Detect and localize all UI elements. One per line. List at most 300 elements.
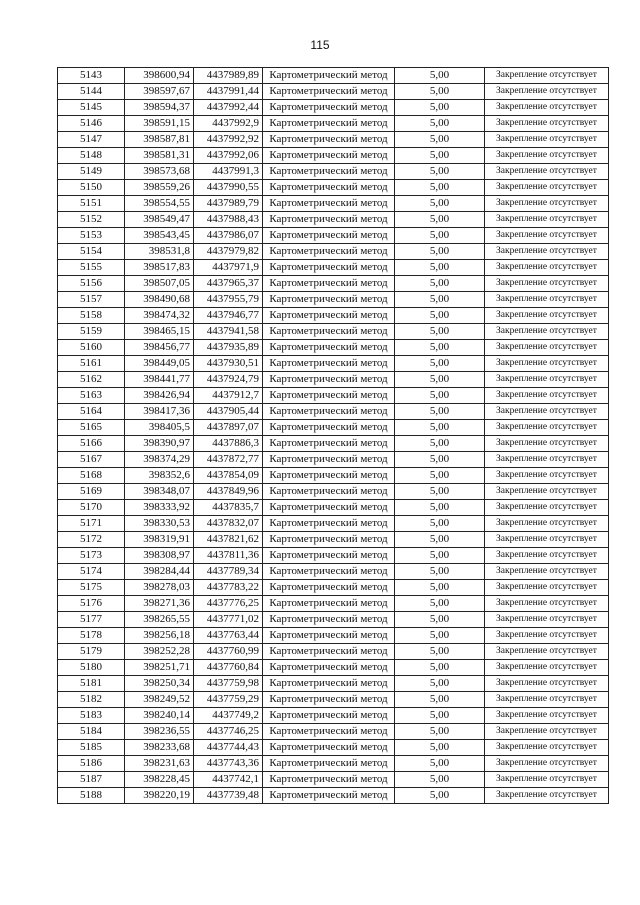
method-cell: Картометрический метод (263, 708, 395, 724)
accuracy-cell: 5,00 (395, 260, 485, 276)
y-coordinate-cell: 4437979,82 (194, 244, 263, 260)
x-coordinate-cell: 398319,91 (125, 532, 194, 548)
table-row (58, 324, 609, 340)
fixation-cell: Закрепление отсутствует (485, 740, 609, 756)
accuracy-cell: 5,00 (395, 484, 485, 500)
y-coordinate-cell: 4437992,9 (194, 116, 263, 132)
fixation-cell: Закрепление отсутствует (485, 84, 609, 100)
table-row (58, 100, 609, 116)
accuracy-cell: 5,00 (395, 564, 485, 580)
point-number-cell: 5174 (58, 564, 125, 580)
y-coordinate-cell: 4437992,92 (194, 132, 263, 148)
method-cell: Картометрический метод (263, 756, 395, 772)
table-row (58, 516, 609, 532)
table-row (58, 580, 609, 596)
table-row (58, 388, 609, 404)
accuracy-cell: 5,00 (395, 196, 485, 212)
accuracy-cell: 5,00 (395, 708, 485, 724)
point-number-cell: 5170 (58, 500, 125, 516)
fixation-cell: Закрепление отсутствует (485, 404, 609, 420)
method-cell: Картометрический метод (263, 692, 395, 708)
y-coordinate-cell: 4437988,43 (194, 212, 263, 228)
accuracy-cell: 5,00 (395, 756, 485, 772)
method-cell: Картометрический метод (263, 772, 395, 788)
x-coordinate-cell: 398417,36 (125, 404, 194, 420)
point-number-cell: 5172 (58, 532, 125, 548)
table-row (58, 772, 609, 788)
table-row (58, 756, 609, 772)
fixation-cell: Закрепление отсутствует (485, 692, 609, 708)
x-coordinate-cell: 398591,15 (125, 116, 194, 132)
y-coordinate-cell: 4437989,89 (194, 68, 263, 84)
x-coordinate-cell: 398308,97 (125, 548, 194, 564)
y-coordinate-cell: 4437749,2 (194, 708, 263, 724)
point-number-cell: 5155 (58, 260, 125, 276)
x-coordinate-cell: 398559,26 (125, 180, 194, 196)
accuracy-cell: 5,00 (395, 500, 485, 516)
y-coordinate-cell: 4437955,79 (194, 292, 263, 308)
fixation-cell: Закрепление отсутствует (485, 164, 609, 180)
accuracy-cell: 5,00 (395, 84, 485, 100)
method-cell: Картометрический метод (263, 596, 395, 612)
x-coordinate-cell: 398236,55 (125, 724, 194, 740)
y-coordinate-cell: 4437760,99 (194, 644, 263, 660)
x-coordinate-cell: 398284,44 (125, 564, 194, 580)
table-row (58, 724, 609, 740)
method-cell: Картометрический метод (263, 676, 395, 692)
table-row (58, 84, 609, 100)
table-row (58, 276, 609, 292)
y-coordinate-cell: 4437854,09 (194, 468, 263, 484)
fixation-cell: Закрепление отсутствует (485, 676, 609, 692)
point-number-cell: 5151 (58, 196, 125, 212)
accuracy-cell: 5,00 (395, 324, 485, 340)
x-coordinate-cell: 398456,77 (125, 340, 194, 356)
fixation-cell: Закрепление отсутствует (485, 100, 609, 116)
method-cell: Картометрический метод (263, 164, 395, 180)
method-cell: Картометрический метод (263, 340, 395, 356)
table-row (58, 788, 609, 804)
point-number-cell: 5162 (58, 372, 125, 388)
y-coordinate-cell: 4437886,3 (194, 436, 263, 452)
point-number-cell: 5157 (58, 292, 125, 308)
x-coordinate-cell: 398333,92 (125, 500, 194, 516)
point-number-cell: 5159 (58, 324, 125, 340)
x-coordinate-cell: 398231,63 (125, 756, 194, 772)
method-cell: Картометрический метод (263, 292, 395, 308)
x-coordinate-cell: 398531,8 (125, 244, 194, 260)
x-coordinate-cell: 398250,34 (125, 676, 194, 692)
fixation-cell: Закрепление отсутствует (485, 292, 609, 308)
fixation-cell: Закрепление отсутствует (485, 372, 609, 388)
method-cell: Картометрический метод (263, 564, 395, 580)
x-coordinate-cell: 398256,18 (125, 628, 194, 644)
fixation-cell: Закрепление отсутствует (485, 516, 609, 532)
y-coordinate-cell: 4437935,89 (194, 340, 263, 356)
point-number-cell: 5148 (58, 148, 125, 164)
y-coordinate-cell: 4437924,79 (194, 372, 263, 388)
accuracy-cell: 5,00 (395, 404, 485, 420)
accuracy-cell: 5,00 (395, 660, 485, 676)
y-coordinate-cell: 4437992,44 (194, 100, 263, 116)
page-number: 115 (310, 38, 330, 52)
accuracy-cell: 5,00 (395, 164, 485, 180)
point-number-cell: 5183 (58, 708, 125, 724)
y-coordinate-cell: 4437746,25 (194, 724, 263, 740)
y-coordinate-cell: 4437759,29 (194, 692, 263, 708)
y-coordinate-cell: 4437989,79 (194, 196, 263, 212)
x-coordinate-cell: 398507,05 (125, 276, 194, 292)
accuracy-cell: 5,00 (395, 724, 485, 740)
point-number-cell: 5156 (58, 276, 125, 292)
method-cell: Картометрический метод (263, 212, 395, 228)
method-cell: Картометрический метод (263, 484, 395, 500)
x-coordinate-cell: 398240,14 (125, 708, 194, 724)
fixation-cell: Закрепление отсутствует (485, 708, 609, 724)
point-number-cell: 5161 (58, 356, 125, 372)
point-number-cell: 5187 (58, 772, 125, 788)
table-row (58, 468, 609, 484)
point-number-cell: 5158 (58, 308, 125, 324)
method-cell: Картометрический метод (263, 644, 395, 660)
method-cell: Картометрический метод (263, 388, 395, 404)
y-coordinate-cell: 4437821,62 (194, 532, 263, 548)
y-coordinate-cell: 4437743,36 (194, 756, 263, 772)
table-row (58, 532, 609, 548)
point-number-cell: 5143 (58, 68, 125, 84)
accuracy-cell: 5,00 (395, 612, 485, 628)
accuracy-cell: 5,00 (395, 68, 485, 84)
table-row (58, 500, 609, 516)
method-cell: Картометрический метод (263, 500, 395, 516)
table-body (58, 68, 609, 804)
fixation-cell: Закрепление отсутствует (485, 148, 609, 164)
fixation-cell: Закрепление отсутствует (485, 484, 609, 500)
y-coordinate-cell: 4437832,07 (194, 516, 263, 532)
method-cell: Картометрический метод (263, 148, 395, 164)
y-coordinate-cell: 4437986,07 (194, 228, 263, 244)
fixation-cell: Закрепление отсутствует (485, 324, 609, 340)
accuracy-cell: 5,00 (395, 228, 485, 244)
x-coordinate-cell: 398405,5 (125, 420, 194, 436)
x-coordinate-cell: 398252,28 (125, 644, 194, 660)
accuracy-cell: 5,00 (395, 436, 485, 452)
accuracy-cell: 5,00 (395, 452, 485, 468)
table-row (58, 164, 609, 180)
fixation-cell: Закрепление отсутствует (485, 116, 609, 132)
x-coordinate-cell: 398554,55 (125, 196, 194, 212)
fixation-cell: Закрепление отсутствует (485, 420, 609, 436)
x-coordinate-cell: 398465,15 (125, 324, 194, 340)
method-cell: Картометрический метод (263, 372, 395, 388)
table-row (58, 452, 609, 468)
accuracy-cell: 5,00 (395, 180, 485, 196)
method-cell: Картометрический метод (263, 724, 395, 740)
method-cell: Картометрический метод (263, 468, 395, 484)
y-coordinate-cell: 4437849,96 (194, 484, 263, 500)
accuracy-cell: 5,00 (395, 132, 485, 148)
point-number-cell: 5185 (58, 740, 125, 756)
method-cell: Картометрический метод (263, 100, 395, 116)
point-number-cell: 5168 (58, 468, 125, 484)
point-number-cell: 5164 (58, 404, 125, 420)
accuracy-cell: 5,00 (395, 772, 485, 788)
method-cell: Картометрический метод (263, 196, 395, 212)
x-coordinate-cell: 398543,45 (125, 228, 194, 244)
fixation-cell: Закрепление отсутствует (485, 756, 609, 772)
table-row (58, 308, 609, 324)
y-coordinate-cell: 4437941,58 (194, 324, 263, 340)
x-coordinate-cell: 398449,05 (125, 356, 194, 372)
table-row (58, 548, 609, 564)
method-cell: Картометрический метод (263, 612, 395, 628)
point-number-cell: 5166 (58, 436, 125, 452)
x-coordinate-cell: 398265,55 (125, 612, 194, 628)
x-coordinate-cell: 398549,47 (125, 212, 194, 228)
y-coordinate-cell: 4437990,55 (194, 180, 263, 196)
y-coordinate-cell: 4437742,1 (194, 772, 263, 788)
accuracy-cell: 5,00 (395, 340, 485, 356)
method-cell: Картометрический метод (263, 580, 395, 596)
y-coordinate-cell: 4437789,34 (194, 564, 263, 580)
table-row (58, 708, 609, 724)
fixation-cell: Закрепление отсутствует (485, 500, 609, 516)
table-row (58, 148, 609, 164)
fixation-cell: Закрепление отсутствует (485, 356, 609, 372)
accuracy-cell: 5,00 (395, 628, 485, 644)
fixation-cell: Закрепление отсутствует (485, 452, 609, 468)
x-coordinate-cell: 398600,94 (125, 68, 194, 84)
point-number-cell: 5175 (58, 580, 125, 596)
fixation-cell: Закрепление отсутствует (485, 436, 609, 452)
x-coordinate-cell: 398517,83 (125, 260, 194, 276)
table-row (58, 196, 609, 212)
point-number-cell: 5163 (58, 388, 125, 404)
point-number-cell: 5177 (58, 612, 125, 628)
y-coordinate-cell: 4437872,77 (194, 452, 263, 468)
method-cell: Картометрический метод (263, 68, 395, 84)
fixation-cell: Закрепление отсутствует (485, 564, 609, 580)
table-row (58, 692, 609, 708)
table-row (58, 180, 609, 196)
point-number-cell: 5147 (58, 132, 125, 148)
accuracy-cell: 5,00 (395, 308, 485, 324)
point-number-cell: 5150 (58, 180, 125, 196)
method-cell: Картометрический метод (263, 84, 395, 100)
x-coordinate-cell: 398220,19 (125, 788, 194, 804)
x-coordinate-cell: 398249,52 (125, 692, 194, 708)
method-cell: Картометрический метод (263, 436, 395, 452)
x-coordinate-cell: 398374,29 (125, 452, 194, 468)
method-cell: Картометрический метод (263, 324, 395, 340)
table-row (58, 68, 609, 84)
accuracy-cell: 5,00 (395, 676, 485, 692)
x-coordinate-cell: 398597,67 (125, 84, 194, 100)
accuracy-cell: 5,00 (395, 580, 485, 596)
fixation-cell: Закрепление отсутствует (485, 68, 609, 84)
point-number-cell: 5179 (58, 644, 125, 660)
accuracy-cell: 5,00 (395, 532, 485, 548)
point-number-cell: 5182 (58, 692, 125, 708)
y-coordinate-cell: 4437991,44 (194, 84, 263, 100)
table-row (58, 644, 609, 660)
table-row (58, 484, 609, 500)
y-coordinate-cell: 4437835,7 (194, 500, 263, 516)
method-cell: Картометрический метод (263, 228, 395, 244)
point-number-cell: 5167 (58, 452, 125, 468)
x-coordinate-cell: 398352,6 (125, 468, 194, 484)
point-number-cell: 5160 (58, 340, 125, 356)
y-coordinate-cell: 4437739,48 (194, 788, 263, 804)
fixation-cell: Закрепление отсутствует (485, 580, 609, 596)
point-number-cell: 5154 (58, 244, 125, 260)
point-number-cell: 5186 (58, 756, 125, 772)
method-cell: Картометрический метод (263, 660, 395, 676)
fixation-cell: Закрепление отсутствует (485, 660, 609, 676)
method-cell: Картометрический метод (263, 420, 395, 436)
point-number-cell: 5181 (58, 676, 125, 692)
point-number-cell: 5146 (58, 116, 125, 132)
y-coordinate-cell: 4437897,07 (194, 420, 263, 436)
accuracy-cell: 5,00 (395, 276, 485, 292)
table-row (58, 260, 609, 276)
table-row (58, 676, 609, 692)
method-cell: Картометрический метод (263, 548, 395, 564)
fixation-cell: Закрепление отсутствует (485, 724, 609, 740)
point-number-cell: 5152 (58, 212, 125, 228)
x-coordinate-cell: 398474,32 (125, 308, 194, 324)
x-coordinate-cell: 398594,37 (125, 100, 194, 116)
fixation-cell: Закрепление отсутствует (485, 340, 609, 356)
table-row (58, 660, 609, 676)
method-cell: Картометрический метод (263, 260, 395, 276)
y-coordinate-cell: 4437763,44 (194, 628, 263, 644)
accuracy-cell: 5,00 (395, 244, 485, 260)
point-number-cell: 5144 (58, 84, 125, 100)
fixation-cell: Закрепление отсутствует (485, 212, 609, 228)
x-coordinate-cell: 398390,97 (125, 436, 194, 452)
fixation-cell: Закрепление отсутствует (485, 244, 609, 260)
point-number-cell: 5173 (58, 548, 125, 564)
point-number-cell: 5178 (58, 628, 125, 644)
table-row (58, 612, 609, 628)
point-number-cell: 5188 (58, 788, 125, 804)
method-cell: Картометрический метод (263, 516, 395, 532)
x-coordinate-cell: 398278,03 (125, 580, 194, 596)
fixation-cell: Закрепление отсутствует (485, 308, 609, 324)
point-number-cell: 5153 (58, 228, 125, 244)
y-coordinate-cell: 4437991,3 (194, 164, 263, 180)
x-coordinate-cell: 398490,68 (125, 292, 194, 308)
fixation-cell: Закрепление отсутствует (485, 644, 609, 660)
table-row (58, 740, 609, 756)
method-cell: Картометрический метод (263, 356, 395, 372)
fixation-cell: Закрепление отсутствует (485, 276, 609, 292)
accuracy-cell: 5,00 (395, 420, 485, 436)
x-coordinate-cell: 398251,71 (125, 660, 194, 676)
accuracy-cell: 5,00 (395, 788, 485, 804)
table-row (58, 244, 609, 260)
table-row (58, 564, 609, 580)
y-coordinate-cell: 4437971,9 (194, 260, 263, 276)
y-coordinate-cell: 4437744,43 (194, 740, 263, 756)
fixation-cell: Закрепление отсутствует (485, 228, 609, 244)
fixation-cell: Закрепление отсутствует (485, 596, 609, 612)
table-row (58, 212, 609, 228)
fixation-cell: Закрепление отсутствует (485, 260, 609, 276)
method-cell: Картометрический метод (263, 452, 395, 468)
accuracy-cell: 5,00 (395, 516, 485, 532)
method-cell: Картометрический метод (263, 116, 395, 132)
x-coordinate-cell: 398573,68 (125, 164, 194, 180)
point-number-cell: 5149 (58, 164, 125, 180)
table-row (58, 228, 609, 244)
method-cell: Картометрический метод (263, 788, 395, 804)
accuracy-cell: 5,00 (395, 100, 485, 116)
table-row (58, 628, 609, 644)
accuracy-cell: 5,00 (395, 372, 485, 388)
y-coordinate-cell: 4437905,44 (194, 404, 263, 420)
accuracy-cell: 5,00 (395, 212, 485, 228)
fixation-cell: Закрепление отсутствует (485, 628, 609, 644)
method-cell: Картометрический метод (263, 532, 395, 548)
x-coordinate-cell: 398228,45 (125, 772, 194, 788)
accuracy-cell: 5,00 (395, 548, 485, 564)
x-coordinate-cell: 398233,68 (125, 740, 194, 756)
y-coordinate-cell: 4437912,7 (194, 388, 263, 404)
method-cell: Картометрический метод (263, 404, 395, 420)
table-row (58, 132, 609, 148)
method-cell: Картометрический метод (263, 740, 395, 756)
table-row (58, 436, 609, 452)
fixation-cell: Закрепление отсутствует (485, 772, 609, 788)
table-row (58, 340, 609, 356)
point-number-cell: 5169 (58, 484, 125, 500)
accuracy-cell: 5,00 (395, 292, 485, 308)
method-cell: Картометрический метод (263, 276, 395, 292)
accuracy-cell: 5,00 (395, 692, 485, 708)
point-number-cell: 5145 (58, 100, 125, 116)
x-coordinate-cell: 398271,36 (125, 596, 194, 612)
x-coordinate-cell: 398587,81 (125, 132, 194, 148)
fixation-cell: Закрепление отсутствует (485, 532, 609, 548)
fixation-cell: Закрепление отсутствует (485, 468, 609, 484)
coordinates-table (57, 67, 609, 804)
method-cell: Картометрический метод (263, 308, 395, 324)
y-coordinate-cell: 4437992,06 (194, 148, 263, 164)
table-row (58, 420, 609, 436)
y-coordinate-cell: 4437965,37 (194, 276, 263, 292)
accuracy-cell: 5,00 (395, 388, 485, 404)
point-number-cell: 5165 (58, 420, 125, 436)
x-coordinate-cell: 398441,77 (125, 372, 194, 388)
method-cell: Картометрический метод (263, 132, 395, 148)
y-coordinate-cell: 4437811,36 (194, 548, 263, 564)
fixation-cell: Закрепление отсутствует (485, 548, 609, 564)
accuracy-cell: 5,00 (395, 468, 485, 484)
table-row (58, 596, 609, 612)
y-coordinate-cell: 4437946,77 (194, 308, 263, 324)
y-coordinate-cell: 4437760,84 (194, 660, 263, 676)
accuracy-cell: 5,00 (395, 596, 485, 612)
y-coordinate-cell: 4437771,02 (194, 612, 263, 628)
fixation-cell: Закрепление отсутствует (485, 196, 609, 212)
fixation-cell: Закрепление отсутствует (485, 612, 609, 628)
fixation-cell: Закрепление отсутствует (485, 180, 609, 196)
y-coordinate-cell: 4437776,25 (194, 596, 263, 612)
method-cell: Картометрический метод (263, 180, 395, 196)
method-cell: Картометрический метод (263, 244, 395, 260)
